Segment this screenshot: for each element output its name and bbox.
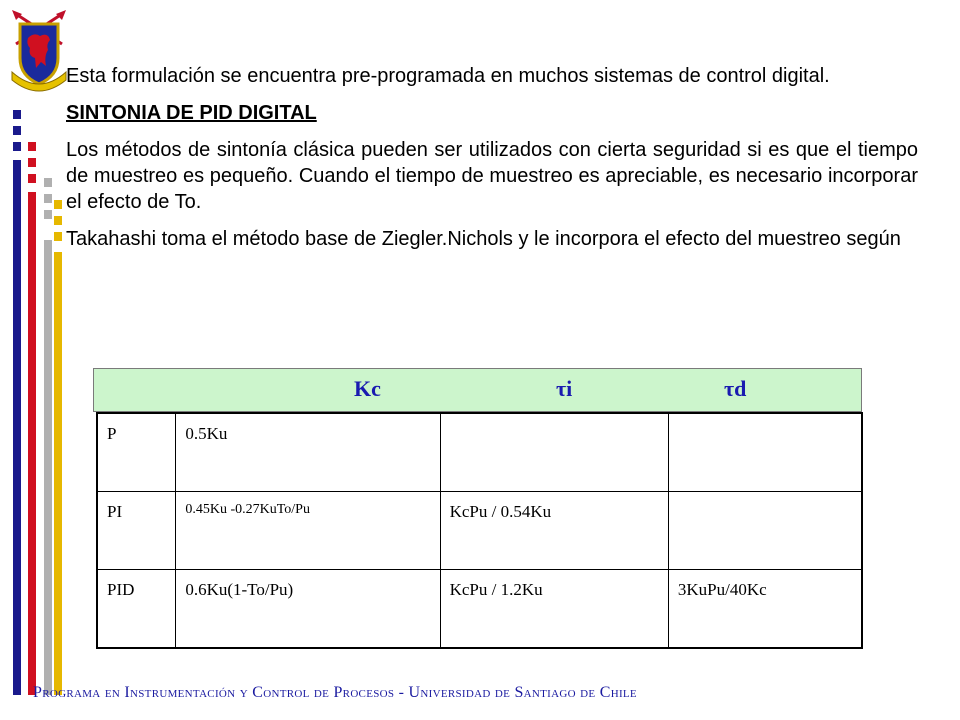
gray-dash [44, 178, 52, 187]
mode-cell: PID [97, 570, 176, 648]
gold-dash [54, 232, 62, 241]
table-row [97, 491, 862, 569]
tau-d-cell: 3KuPu/40Kc [668, 570, 862, 648]
kc-cell: 0.5Ku [176, 413, 440, 491]
gold-dash [54, 200, 62, 209]
footer-text: Programa en Instrumentación y Control de Procesos - Universidad de Santiago de Chile [33, 684, 637, 701]
table-row [97, 570, 862, 648]
table-row [97, 413, 862, 491]
university-crest-logo [8, 10, 70, 96]
red-dash [28, 174, 36, 183]
header-kc: Kc [354, 376, 381, 401]
kc-cell: 0.45Ku -0.27KuTo/Pu [176, 491, 440, 569]
table-header [93, 368, 862, 412]
red-dash [28, 158, 36, 167]
tau-i-cell: KcPu / 0.54Ku [440, 491, 668, 569]
tau-d-cell [668, 491, 862, 569]
gold-dash [54, 216, 62, 225]
gray-bar [44, 240, 52, 695]
mode-cell: P [97, 413, 176, 491]
mode-cell: PI [97, 491, 176, 569]
navy-bar [13, 160, 21, 695]
tau-i-cell [440, 413, 668, 491]
navy-dash [13, 126, 21, 135]
section-heading: SINTONIA DE PID DIGITAL [66, 102, 317, 124]
navy-dash [13, 110, 21, 119]
gray-dash [44, 210, 52, 219]
kc-cell: 0.6Ku(1-To/Pu) [176, 570, 440, 648]
tau-d-cell [668, 413, 862, 491]
header-tau-d: τd [724, 376, 747, 401]
takahashi-paragraph: Takahashi toma el método base de Ziegler.Nichols y le incorpora el efecto del muestreo según [66, 228, 901, 250]
tau-i-cell: KcPu / 1.2Ku [440, 570, 668, 648]
slide-body [66, 63, 918, 263]
navy-dash [13, 142, 21, 151]
pid-tuning-table [96, 412, 863, 649]
gray-dash [44, 194, 52, 203]
red-dash [28, 142, 36, 151]
tuning-paragraph: Los métodos de sintonía clásica pueden ser utilizados con cierta seguridad si es que el tiempo de muestreo es pequeño. Cuando el tiempo de muestreo es apreciable, es necesario incorporar el efecto de To. [66, 139, 918, 213]
header-tau-i: τi [556, 376, 573, 401]
intro-paragraph: Esta formulación se encuentra pre-programada en muchos sistemas de control digital. [66, 65, 830, 87]
gold-bar [54, 252, 62, 695]
red-bar [28, 192, 36, 695]
